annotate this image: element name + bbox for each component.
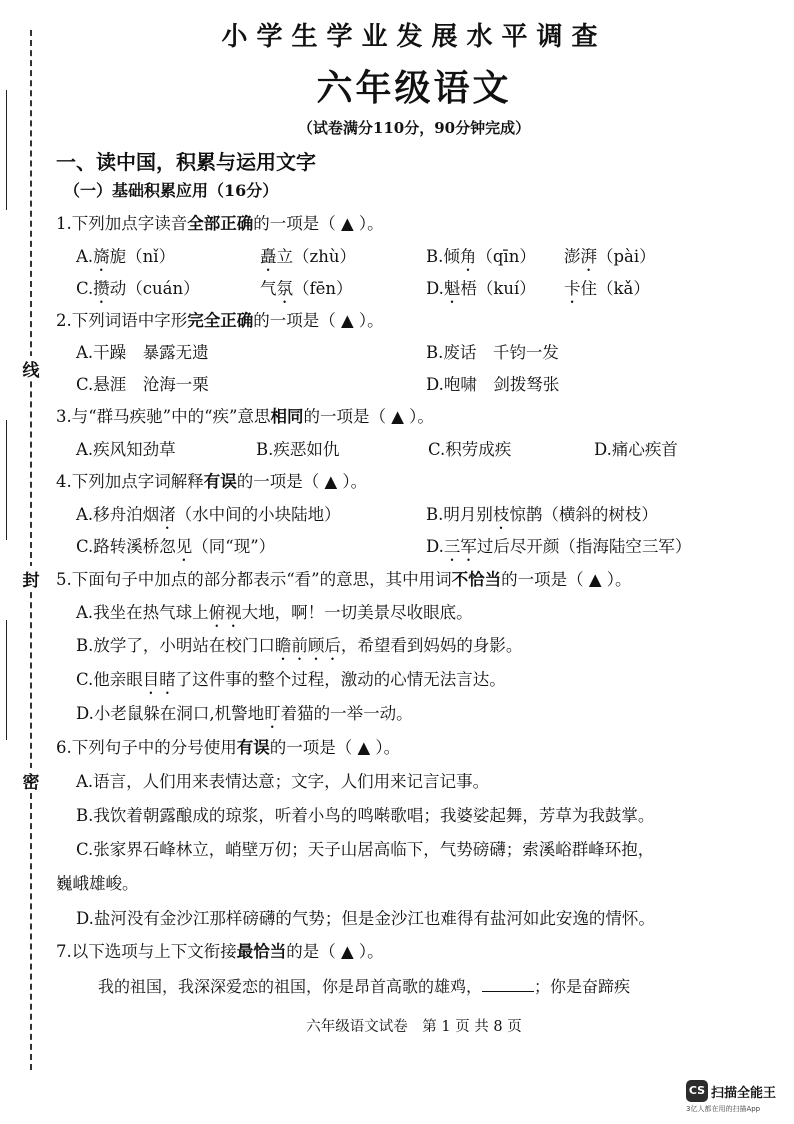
question-5-stem: 5.下面句子中加点的部分都表示“看”的意思，其中用词不恰当的一项是（ ▲ ）。 — [56, 570, 632, 589]
q6-option-d: D.盐河没有金沙江那样磅礴的气势；但是金沙江也难得有盐河如此安逸的情怀。 — [76, 909, 655, 928]
q1-option-a: A.旖旎（nǐ） — [76, 247, 176, 266]
scanner-tagline: 3亿人都在用的扫描App — [686, 1105, 761, 1113]
binding-char-seal: 封 — [20, 566, 42, 591]
q2-option-b: B.废话 千钧一发 — [426, 343, 559, 362]
q6-option-b: B.我饮着朝露酿成的琼浆，听着小鸟的鸣啭歌唱；我婆娑起舞，芳草为我鼓掌。 — [76, 806, 655, 825]
q4-option-c: C.路转溪桥忽见（同“现”） — [76, 537, 276, 556]
margin-rule — [6, 620, 7, 740]
question-7-stem: 7.以下选项与上下文衔接最恰当的是（ ▲ ）。 — [56, 942, 384, 961]
q1-option-c: C.攒动（cuán） — [76, 279, 200, 298]
binding-char-secret: 密 — [20, 768, 42, 793]
margin-rule — [6, 420, 7, 540]
q2-option-a: A.干躁 暴露无遗 — [76, 343, 209, 362]
q3-option-c: C.积劳成疾 — [428, 440, 512, 459]
q1-option-b: B.倾角（qīn） — [426, 247, 536, 266]
page-footer: 六年级语文试卷 第 1 页 共 8 页 — [306, 1019, 522, 1035]
q4-option-a: A.移舟泊烟渚（水中间的小块陆地） — [76, 505, 341, 524]
question-6-stem: 6.下列句子中的分号使用有误的一项是（ ▲ ）。 — [56, 738, 401, 757]
q6-option-a: A.语言，人们用来表情达意；文字，人们用来记言记事。 — [76, 772, 490, 791]
q4-option-b: B.明月别枝惊鹊（横斜的树枝） — [426, 505, 658, 524]
scanner-app-name: 扫描全能王 — [711, 1086, 777, 1101]
exam-title: 小学生学业发展水平调查 — [221, 22, 607, 52]
question-4-stem: 4.下列加点字词解释有误的一项是（ ▲ ）。 — [56, 472, 368, 491]
q6-option-c: C.张家界石峰林立，峭壁万仞；天子山居高临下，气势磅礴；索溪峪群峰环抱， — [76, 840, 655, 859]
q5-option-a: A.我坐在热气球上俯视大地，啊！一切美景尽收眼底。 — [76, 603, 473, 622]
question-3-stem: 3.与“群马疾驰”中的“疾”意思相同的一项是（ ▲ ）。 — [56, 407, 434, 426]
binding-margin — [0, 0, 52, 1124]
exam-subject: 六年级语文 — [316, 67, 512, 109]
answer-blank[interactable] — [482, 977, 534, 992]
exam-note: （试卷满分110分，90分钟完成） — [297, 119, 531, 137]
part-heading: （一）基础积累应用（16分） — [64, 181, 279, 200]
q4-option-d: D.三军过后尽开颜（指海陆空三军） — [426, 537, 692, 556]
q7-passage: 我的祖国，我深深爱恋的祖国，你是昂首高歌的雄鸡， ；你是奋蹄疾 — [98, 977, 631, 996]
q5-option-d: D.小老鼠躲在洞口,机警地盯着猫的一举一动。 — [76, 704, 413, 723]
q5-option-c: C.他亲眼目睹了这件事的整个过程，激动的心情无法言达。 — [76, 670, 506, 689]
q1-option-c-second: 气氛（fēn） — [260, 279, 353, 298]
scanner-watermark — [686, 1080, 794, 1120]
binding-char-line: 线 — [20, 356, 42, 381]
q3-option-d: D.痛心疾首 — [594, 440, 678, 459]
q3-option-a: A.疾风知劲草 — [76, 440, 176, 459]
q3-option-b: B.疾恶如仇 — [256, 440, 340, 459]
section-heading: 一、读中国，积累与运用文字 — [56, 150, 316, 174]
q6-option-c-continued: 巍峨雄峻。 — [56, 874, 139, 893]
q5-option-b: B.放学了，小明站在校门口瞻前顾后，希望看到妈妈的身影。 — [76, 636, 523, 655]
q1-option-b-second: 澎湃（pài） — [564, 247, 656, 266]
binding-dashed-line — [30, 30, 32, 1070]
q1-option-d-second: 卡住（kǎ） — [564, 279, 650, 298]
q1-option-d: D.魁梧（kuí） — [426, 279, 536, 298]
q2-option-c: C.悬涯 沧海一栗 — [76, 375, 209, 394]
margin-rule — [6, 90, 7, 210]
q1-option-a-second: 矗立（zhù） — [260, 247, 356, 266]
question-1-stem: 1.下列加点字读音全部正确的一项是（ ▲ ）。 — [56, 214, 384, 233]
q2-option-d: D.咆啸 剑拨驽张 — [426, 375, 560, 394]
camscanner-logo-icon: CS — [686, 1080, 708, 1102]
question-2-stem: 2.下列词语中字形完全正确的一项是（ ▲ ）。 — [56, 311, 384, 330]
